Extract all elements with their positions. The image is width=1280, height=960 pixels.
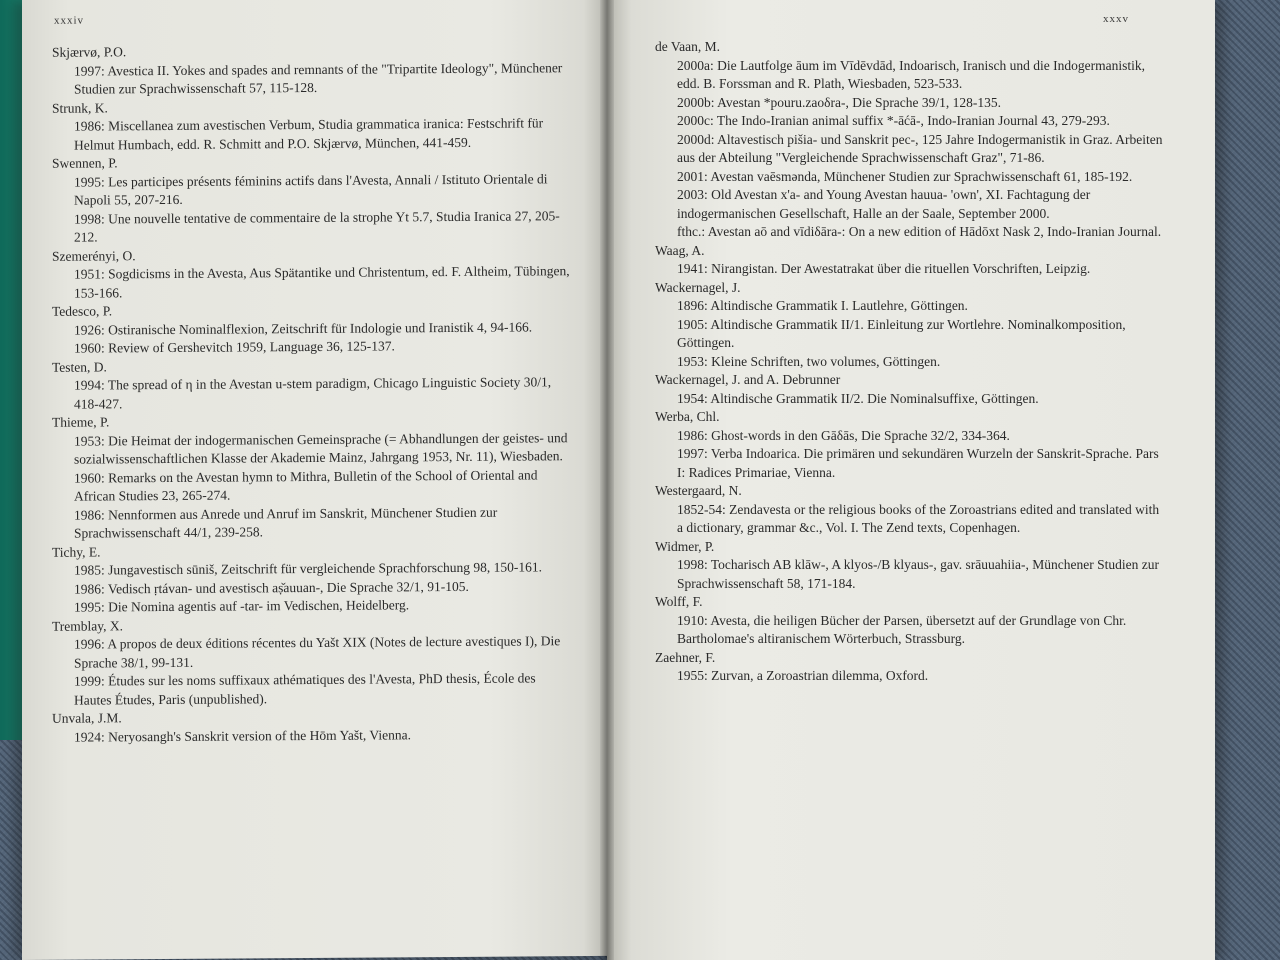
- bib-reference: 1960: Remarks on the Avestan hymn to Mithra, Bulletin of the School of Oriental and African Studies 23, 265-274.: [74, 466, 538, 504]
- bib-author: Testen, D.: [52, 358, 107, 375]
- bib-reference: 1995: Die Nomina agentis auf -tar- im Vedischen, Heidelberg.: [74, 597, 410, 615]
- bib-author: Szemerényi, O.: [52, 247, 136, 264]
- bib-reference: 1998: Une nouvelle tentative de commentaire de la strophe Yt 5.7, Studia Iranica 27, 205-212.: [74, 207, 560, 245]
- bib-reference: 1955: Zurvan, a Zoroastrian dilemma, Oxford.: [677, 668, 929, 683]
- bib-reference: 1986: Nennformen aus Anrede und Anruf im Sanskrit, Münchener Studien zur Sprachwissenschaft 44/1, 239-258.: [74, 504, 498, 541]
- bib-reference: 1905: Altindische Grammatik II/1. Einleitung zur Wortlehre. Nominalkomposition, Göttingen.: [677, 316, 1126, 350]
- bib-author: Unvala, J.M.: [52, 710, 122, 726]
- bib-reference: 1852-54: Zendavesta or the religious books of the Zoroastrians edited and translated with a dictionary, grammar &c., Vol. I. The Zend texts, Copenhagen.: [677, 501, 1160, 535]
- bib-author: Waag, A.: [655, 242, 705, 258]
- right-page-number: xxxv: [1103, 13, 1129, 25]
- bib-reference: 1999: Études sur les noms suffixaux athématiques des l'Avesta, PhD thesis, École des Hautes Études, Paris (unpublished).: [74, 670, 536, 708]
- bib-reference: 1941: Nirangistan. Der Awestatrakat über die rituellen Vorschriften, Leipzig.: [677, 261, 1091, 276]
- bib-author: Widmer, P.: [655, 538, 715, 554]
- bib-reference: 1960: Review of Gershevitch 1959, Language 36, 125-137.: [74, 338, 395, 356]
- bib-reference: 1951: Sogdicisms in the Avesta, Aus Spätantike und Christentum, ed. F. Altheim, Tübingen, 153-166.: [74, 263, 570, 301]
- bib-author: Thieme, P.: [52, 414, 110, 430]
- bib-reference: 2000b: Avestan *pouru.zaoδra-, Die Sprache 39/1, 128-135.: [677, 94, 1002, 110]
- bib-author: Tremblay, X.: [52, 617, 124, 634]
- bib-reference: 1985: Jungavestisch sūniš, Zeitschrift für vergleichende Sprachforschung 98, 150-161.: [74, 559, 543, 578]
- bib-reference: 1986: Vedisch ṛtávan- und avestisch aṣ̌auuan-, Die Sprache 32/1, 91-105.: [74, 578, 469, 597]
- bib-author: Westergaard, N.: [655, 483, 742, 498]
- right-page: [607, 0, 1215, 960]
- bib-reference: 1997: Avestica II. Yokes and spades and remnants of the "Tripartite Ideology", Münchener Studien zur Sprachwissenschaft 57, 115-128.: [74, 59, 563, 97]
- bib-reference: 1954: Altindische Grammatik II/2. Die Nominalsuffixe, Göttingen.: [677, 390, 1039, 406]
- bib-author: Swennen, P.: [52, 155, 118, 171]
- book-spine: [600, 0, 614, 960]
- bib-reference: 1996: A propos de deux éditions récentes du Yašt XIX (Notes de lecture avestiques I), Die Sprache 38/1, 99-131.: [74, 633, 561, 671]
- bib-author: Tichy, E.: [52, 543, 101, 560]
- bib-reference: 1953: Die Heimat der indogermanischen Gemeinsprache (= Abhandlungen der geistes- und sozialwissenschaftlichen Klasse der Akademie Mainz, Jahrgang 1953, Nr. 11), Wiesbaden.: [74, 429, 568, 467]
- bib-reference: 2000d: Altavestisch pišia- und Sanskrit pec-, 125 Jahre Indogermanistik in Graz. Arbeiten aus der Abteilung "Vergleichende Sprachwissenschaft Graz", 71-86.: [677, 131, 1163, 165]
- bib-reference: 1995: Les participes présents féminins actifs dans l'Avesta, Annali / Istituto Orientale di Napoli 55, 207-216.: [74, 170, 548, 208]
- bib-author: Wolff, F.: [655, 594, 703, 609]
- left-page-number: xxxiv: [54, 14, 85, 27]
- bib-reference: 1997: Verba Indoarica. Die primären und sekundären Wurzeln der Sanskrit-Sprache. Pars I: Radices Primariae, Vienna.: [677, 446, 1159, 480]
- left-bibliography: [52, 40, 572, 747]
- bib-reference: 1986: Miscellanea zum avestischen Verbum, Studia grammatica iranica: Festschrift für Helmut Humbach, edd. R. Schmitt and P.O. Skjærvø, München, 441-459.: [74, 115, 544, 153]
- bib-reference: fthc.: Avestan aō and vīdiδāra-: On a new edition of Hādōxt Nask 2, Indo-Iranian Journal.: [677, 224, 1162, 239]
- bib-reference: 2000a: Die Lautfolge āum im Vīdēvdād, Indoarisch, Iranisch und die Indogermanistik, edd. B. Forssman and R. Plath, Wiesbaden, 523-533.: [677, 57, 1146, 91]
- bib-reference: 1998: Tocharisch AB klāw-, A klyos-/B klyaus-, gav. srāuuahiia-, Münchener Studien zur Sprachwissenschaft 58, 171-184.: [677, 557, 1159, 591]
- bib-author: de Vaan, M.: [655, 39, 720, 54]
- bib-reference: 2001: Avestan vaēsmənda, Münchener Studien zur Sprachwissenschaft 61, 185-192.: [677, 168, 1133, 184]
- bib-author: Wackernagel, J.: [655, 279, 741, 295]
- bib-reference: 1986: Ghost-words in den Gāδās, Die Sprache 32/2, 334-364.: [677, 427, 1010, 443]
- bib-author: Skjærvø, P.O.: [52, 44, 127, 60]
- bib-reference: 1994: The spread of η in the Avestan u-stem paradigm, Chicago Linguistic Society 30/1, 418-427.: [74, 374, 552, 412]
- bib-author: Werba, Chl.: [655, 409, 720, 424]
- bib-reference: 1926: Ostiranische Nominalflexion, Zeitschrift für Indologie und Iranistik 4, 94-166.: [74, 318, 533, 338]
- bib-reference: 1953: Kleine Schriften, two volumes, Göttingen.: [677, 353, 941, 369]
- bib-reference: 2003: Old Avestan x'a- and Young Avestan hauua- 'own', XI. Fachtagung der indogermanischen Gesellschaft, Halle an der Saale, September 2000.: [677, 187, 1091, 221]
- bib-author: Zaehner, F.: [655, 649, 716, 665]
- bib-author: Tedesco, P.: [52, 303, 113, 319]
- bib-reference: 2000c: The Indo-Iranian animal suffix *-āćā-, Indo-Iranian Journal 43, 279-293.: [677, 113, 1110, 128]
- right-bibliography: [655, 38, 1165, 686]
- bib-reference: 1896: Altindische Grammatik I. Lautlehre, Göttingen.: [677, 298, 968, 313]
- bib-reference: 1924: Neryosangh's Sanskrit version of the Hōm Yašt, Vienna.: [74, 726, 411, 745]
- bib-reference: 1910: Avesta, die heiligen Bücher der Parsen, übersetzt auf der Grundlage von Chr. Bartholomae's altiranischem Wörterbuch, Strassburg.: [677, 612, 1127, 646]
- bib-author: Strunk, K.: [52, 99, 108, 116]
- left-page: [22, 0, 607, 960]
- bib-author: Wackernagel, J. and A. Debrunner: [655, 372, 841, 387]
